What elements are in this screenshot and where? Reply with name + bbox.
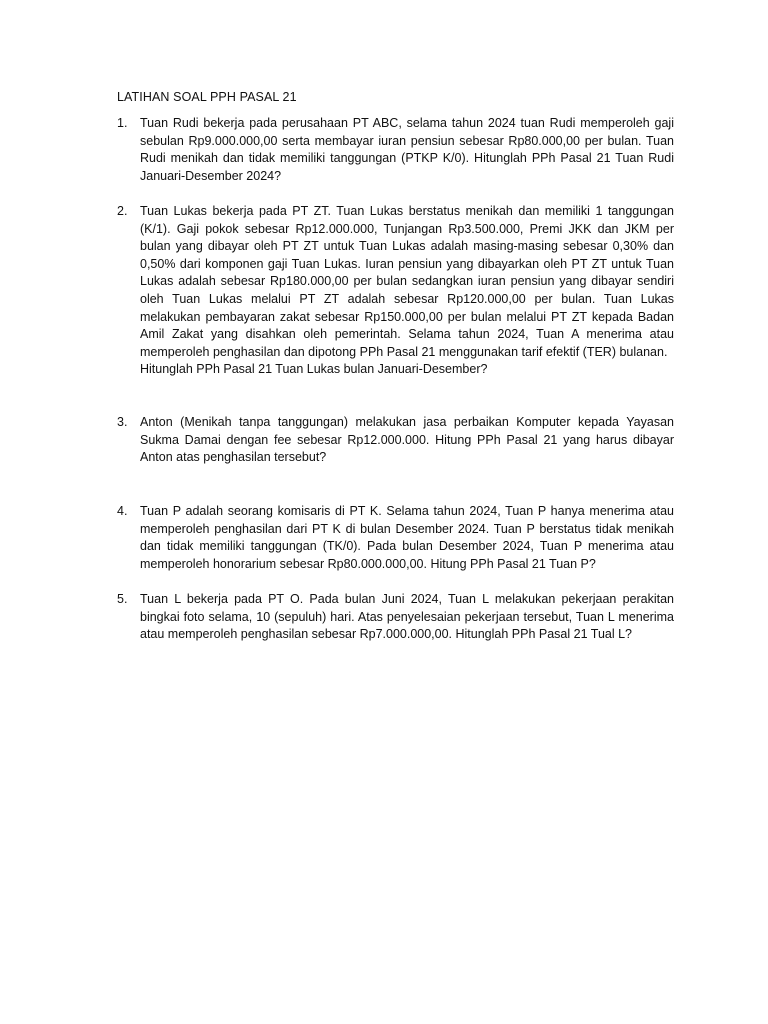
question-text (140, 591, 674, 644)
question-number: 2. (117, 204, 128, 218)
question-5 (117, 591, 674, 644)
question-number: 5. (117, 592, 128, 606)
question-paragraph: Tuan P adalah seorang komisaris di PT K. Selama tahun 2024, Tuan P hanya menerima atau memperoleh penghasilan dari PT K di bulan Desember 2024. Tuan P berstatus tidak menikah dan tidak memiliki tanggungan (TK/0). Pada bulan Desember 2024, Tuan P menerima atau memperoleh honorarium sebesar Rp80.000.000,00. Hitung PPh Pasal 21 Tuan P? (140, 504, 674, 571)
question-3 (117, 414, 674, 467)
question-text (140, 203, 674, 379)
question-paragraph: Tuan Lukas bekerja pada PT ZT. Tuan Lukas berstatus menikah dan memiliki 1 tanggungan (K/1). Gaji pokok sebesar Rp12.000.000, Tunjangan Rp3.500.000, Premi JKK dan JKM per bulan yang dibayar oleh PT ZT untuk Tuan Lukas adalah masing-masing sebesar 0,30% dan 0,50% dari komponen gaji Tuan Lukas. Iuran pensiun yang dibayarkan oleh PT ZT untuk Tuan Lukas adalah sebesar Rp180.000,00 per bulan sedangkan iuran pensiun yang dibayar sendiri oleh Tuan Lukas melalui PT ZT adalah sebesar Rp120.000,00 per bulan. Tuan Lukas melakukan pembayaran zakat sebesar Rp150.000,00 per bulan melalui PT ZT kepada Badan Amil Zakat yang disahkan oleh pemerintah. Selama tahun 2024, Tuan A menerima atau memperoleh penghasilan dan dipotong PPh Pasal 21 menggunakan tarif efektif (TER) bulanan. (140, 204, 674, 359)
question-number: 4. (117, 504, 128, 518)
question-2 (117, 203, 674, 379)
question-instruction: Hitunglah PPh Pasal 21 Tuan Lukas bulan Januari-Desember? (140, 362, 488, 377)
question-number: 1. (117, 116, 128, 130)
document-title: LATIHAN SOAL PPH PASAL 21 (117, 90, 297, 104)
question-paragraph: Tuan L bekerja pada PT O. Pada bulan Juni 2024, Tuan L melakukan pekerjaan perakitan bingkai foto selama, 10 (sepuluh) hari. Atas penyelesaian pekerjaan tersebut, Tuan L menerima atau memperoleh penghasilan sebesar Rp7.000.000,00. Hitunglah PPh Pasal 21 Tual L? (140, 592, 674, 642)
question-paragraph: Anton (Menikah tanpa tanggungan) melakukan jasa perbaikan Komputer kepada Yayasan Sukma Damai dengan fee sebesar Rp12.000.000. Hitung PPh Pasal 21 yang harus dibayar Anton atas penghasilan tersebut? (140, 415, 674, 465)
question-1 (117, 115, 674, 185)
question-text (140, 503, 674, 573)
question-text (140, 115, 674, 185)
question-paragraph: Tuan Rudi bekerja pada perusahaan PT ABC, selama tahun 2024 tuan Rudi memperoleh gaji sebulan Rp9.000.000,00 serta membayar iuran pensiun sebesar Rp80.000,00 per bulan. Tuan Rudi menikah dan tidak memiliki tanggungan (PTKP K/0). Hitunglah PPh Pasal 21 Tuan Rudi Januari-Desember 2024? (140, 116, 674, 183)
question-text (140, 414, 674, 467)
question-4 (117, 503, 674, 573)
question-number: 3. (117, 415, 128, 429)
